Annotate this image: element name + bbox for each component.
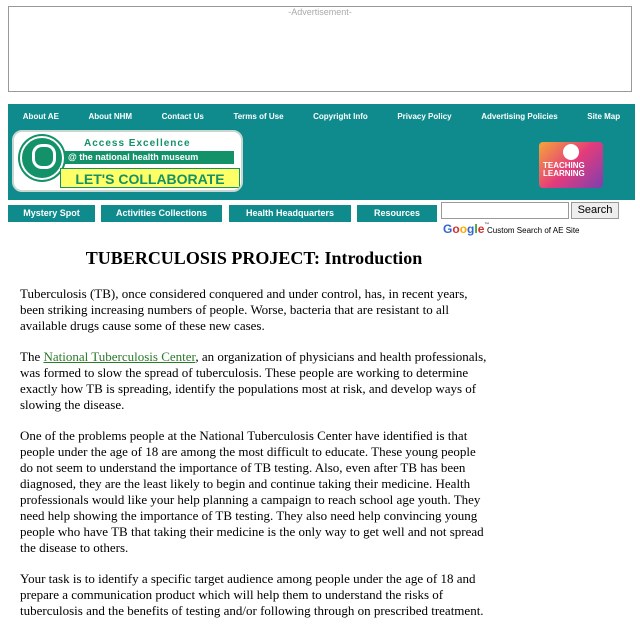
logo-line-2: @ the national health museum (64, 151, 234, 164)
paragraph-2-pre: The (20, 349, 44, 364)
nav-copyright-info[interactable]: Copyright Info (313, 111, 368, 121)
ae-emblem-icon (20, 136, 64, 180)
teaching-learning-text: TEACHING LEARNING (543, 161, 585, 178)
nav-terms-of-use[interactable]: Terms of Use (233, 111, 284, 121)
search-input[interactable] (441, 202, 569, 219)
national-tuberculosis-center-link[interactable]: National Tuberculosis Center (43, 349, 196, 364)
resources-button[interactable]: Resources (357, 205, 437, 222)
teaching-learning-logo[interactable] (539, 142, 603, 188)
top-nav (8, 104, 635, 128)
paragraph-4: Your task is to identify a specific target audience among people under the age of 18 and prepare a communication product which will help them to understand the risks of tuberculosis and the benefits of testing and/or following through on prescribed treatment. (20, 571, 484, 618)
nav-about-ae[interactable]: About AE (22, 111, 59, 121)
mystery-spot-button[interactable]: Mystery Spot (8, 205, 95, 222)
logo-line-1: Access Excellence (84, 138, 191, 149)
health-headquarters-button[interactable]: Health Headquarters (229, 205, 351, 222)
nav-contact-us[interactable]: Contact Us (161, 111, 204, 121)
ball-icon (563, 144, 579, 160)
nav-privacy-policy[interactable]: Privacy Policy (397, 111, 452, 121)
nav-site-map[interactable]: Site Map (587, 111, 621, 121)
article-body (20, 286, 490, 634)
site-header (8, 104, 635, 200)
search-button[interactable]: Search (571, 202, 619, 219)
paragraph-2 (20, 349, 490, 413)
page-title: TUBERCULOSIS PROJECT: Introduction (85, 248, 423, 268)
paragraph-3: One of the problems people at the National Tuberculosis Center have identified is that people under the age of 18 are among the most difficult to educate. These young people do not seem to understand the importance of TB testing. Also, even after TB has been diagnosed, they are the least likely to begin and continue taking their medicine. Health professionals would like your help planning a campaign to reach school age youth. They need help showing the importance of TB testing. They also need help convincing young people who have TB that taking their medicine is the only way to get well and not spread the disease to others. (20, 428, 484, 555)
access-excellence-logo[interactable] (12, 130, 243, 192)
paragraph-1: Tuberculosis (TB), once considered conquered and under control, has, in recent years, been striking increasing numbers of people. Worse, bacteria that are resistant to all available drugs cause some of these new cases. (20, 286, 468, 333)
logo-line-3: LET'S COLLABORATE (60, 168, 240, 188)
paragraph-2-post: , an organization of physicians and health professionals, was formed to slow the spread of tuberculosis. These people are working to determine exactly how TB is spreading, identify the populations most at risk, and develop ways of slowing the disease. (20, 349, 487, 412)
google-logo: Google™ (443, 222, 490, 236)
custom-search-label: Custom Search of AE Site (487, 226, 580, 235)
nav-about-nhm[interactable]: About NHM (88, 111, 133, 121)
nav-advertising-policies[interactable]: Advertising Policies (481, 111, 558, 121)
advertisement-banner[interactable] (8, 6, 632, 92)
advertisement-label: -Advertisement- (288, 7, 352, 17)
activities-collections-button[interactable]: Activities Collections (101, 205, 222, 222)
